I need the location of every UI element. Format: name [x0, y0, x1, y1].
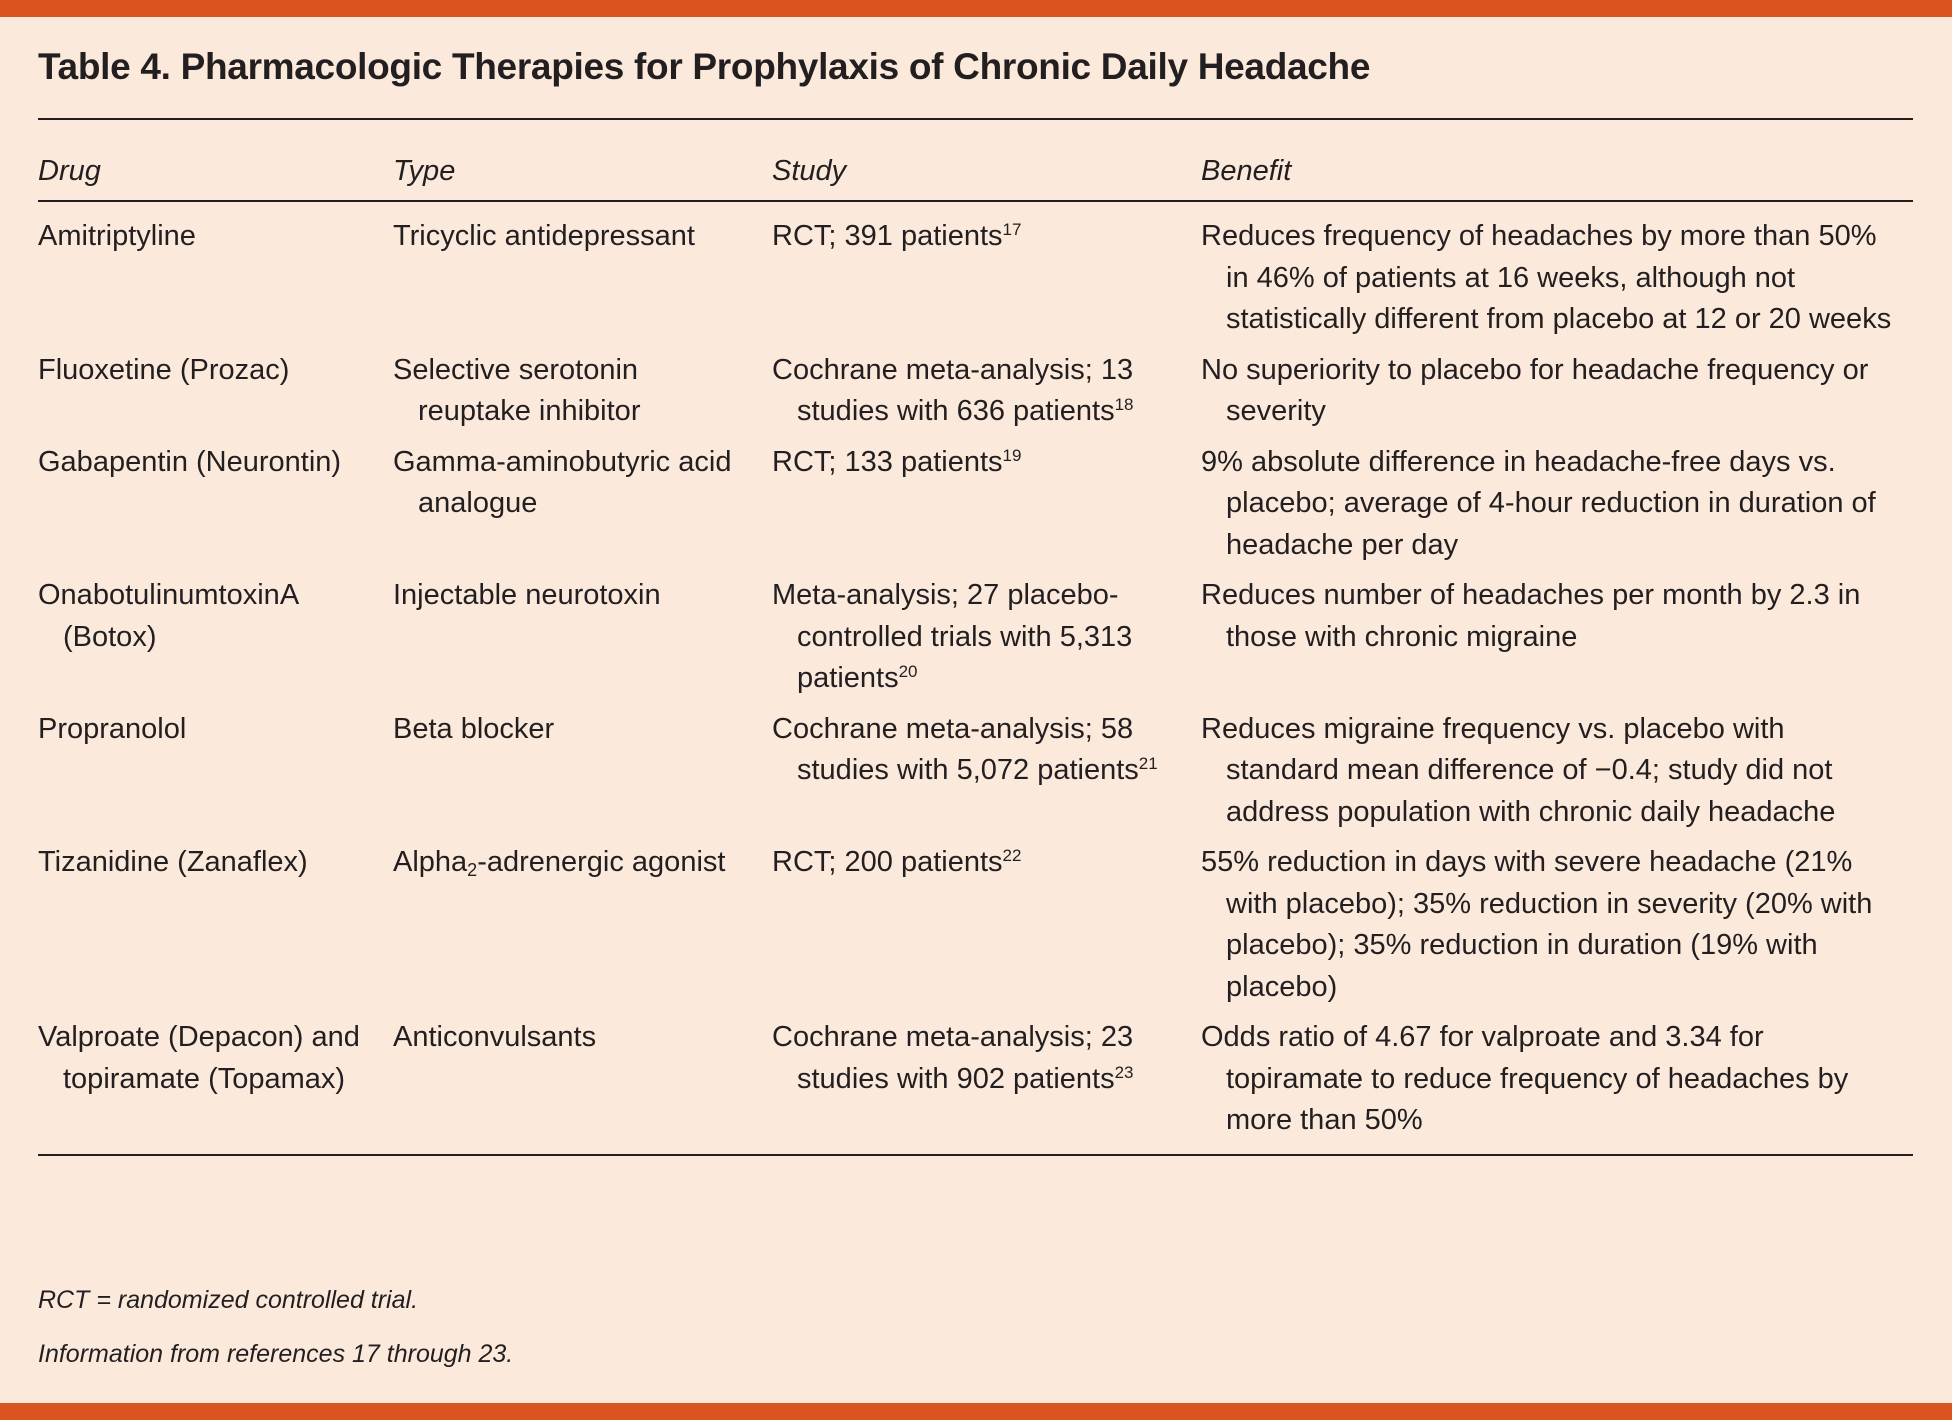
- study-text: Cochrane meta-analysis; 13 studies with 636 patients: [772, 353, 1134, 427]
- study-text: RCT; 200 patients: [772, 846, 1003, 878]
- reference-number: 21: [1138, 754, 1158, 773]
- type-text: Gamma-aminobutyric acid analogue: [393, 445, 732, 519]
- table-row: [38, 1013, 1913, 1155]
- top-accent-bar: [0, 0, 1952, 17]
- type-cell: [393, 838, 772, 1013]
- reference-number: 17: [1002, 220, 1022, 239]
- study-cell: [772, 346, 1201, 438]
- table-title: Table 4. Pharmacologic Therapies for Prophylaxis of Chronic Daily Headache: [38, 46, 1371, 87]
- benefit-cell: Reduces migraine frequency vs. placebo with standard mean difference of −0.4; study did not address population with chronic daily headache: [1201, 712, 1836, 828]
- header-type: Type: [393, 150, 772, 201]
- study-cell: [772, 438, 1201, 572]
- reference-number: 20: [898, 662, 918, 681]
- drug-cell: OnabotulinumtoxinA (Botox): [38, 579, 298, 653]
- header-benefit: Benefit: [1201, 150, 1913, 201]
- study-cell: [772, 201, 1201, 346]
- header-study: Study: [772, 150, 1201, 201]
- study-text: RCT; 133 patients: [772, 445, 1003, 478]
- study-cell: [772, 1013, 1201, 1155]
- type-text: Alpha: [393, 846, 468, 878]
- type-cell: [393, 705, 772, 839]
- header-drug: Drug: [38, 150, 393, 201]
- table-row: [38, 838, 1913, 1013]
- reference-number: 23: [1114, 1062, 1134, 1082]
- drug-cell: Amitriptyline: [38, 220, 196, 252]
- type-subscript: 2: [467, 860, 478, 880]
- benefit-cell: Reduces frequency of headaches by more than 50% in 46% of patients at 16 weeks, although not statistically different from placebo at 12 or 20 weeks: [1201, 220, 1892, 335]
- footnote-source: Information from references 17 through 23.: [38, 1340, 514, 1368]
- reference-number: 19: [1002, 445, 1022, 465]
- drug-cell: Valproate (Depacon) and topiramate (Topamax): [38, 1013, 393, 1155]
- type-cell: [393, 438, 772, 572]
- study-cell: [772, 838, 1201, 1013]
- title-rule: [38, 118, 1913, 120]
- benefit-cell: 9% absolute difference in headache-free days vs. placebo; average of 4-hour reduction in duration of headache per day: [1201, 445, 1876, 561]
- study-cell: [772, 705, 1201, 839]
- type-cell: [393, 201, 772, 346]
- drug-cell: Gabapentin (Neurontin): [38, 445, 342, 478]
- study-cell: [772, 571, 1201, 705]
- benefit-cell: No superiority to placebo for headache frequency or severity: [1201, 353, 1869, 427]
- therapies-table: [38, 150, 1913, 1156]
- benefit-cell: Odds ratio of 4.67 for valproate and 3.34 for topiramate to reduce frequency of headaches by more than 50%: [1201, 1013, 1913, 1155]
- drug-cell: Tizanidine (Zanaflex): [38, 846, 308, 878]
- benefit-cell: 55% reduction in days with severe headache (21% with placebo); 35% reduction in severity (20% with placebo); 35% reduction in duration (19% with placebo): [1201, 846, 1873, 1003]
- study-text: Cochrane meta-analysis; 58 studies with 5,072 patients: [772, 712, 1139, 786]
- type-text: Injectable neurotoxin: [393, 579, 661, 611]
- type-cell: [393, 571, 772, 705]
- benefit-cell: Reduces number of headaches per month by 2.3 in those with chronic migraine: [1201, 579, 1861, 653]
- study-text: RCT; 391 patients: [772, 220, 1003, 252]
- header-row: [38, 150, 1913, 201]
- type-text: Tricyclic antidepressant: [393, 220, 695, 252]
- table-row: [38, 705, 1913, 839]
- reference-number: 22: [1002, 846, 1022, 865]
- type-text: Anticonvulsants: [393, 1021, 597, 1053]
- drug-cell: Propranolol: [38, 712, 187, 745]
- table-row: [38, 571, 1913, 705]
- table-row: [38, 346, 1913, 438]
- type-text: Beta blocker: [393, 712, 555, 745]
- type-cell: [393, 346, 772, 438]
- type-text: Selective serotonin reuptake inhibitor: [393, 353, 641, 427]
- footnote-abbreviation: RCT = randomized controlled trial.: [38, 1286, 419, 1314]
- bottom-accent-bar: [0, 1403, 1952, 1420]
- study-text: Cochrane meta-analysis; 23 studies with 902 patients: [772, 1021, 1134, 1095]
- type-text-after: -adrenergic agonist: [477, 846, 726, 878]
- study-text: Meta-analysis; 27 placebo-controlled trials with 5,313 patients: [772, 579, 1133, 694]
- type-cell: [393, 1013, 772, 1155]
- table-row: [38, 201, 1913, 346]
- drug-cell: Fluoxetine (Prozac): [38, 353, 290, 386]
- reference-number: 18: [1114, 395, 1134, 414]
- table-row: [38, 438, 1913, 572]
